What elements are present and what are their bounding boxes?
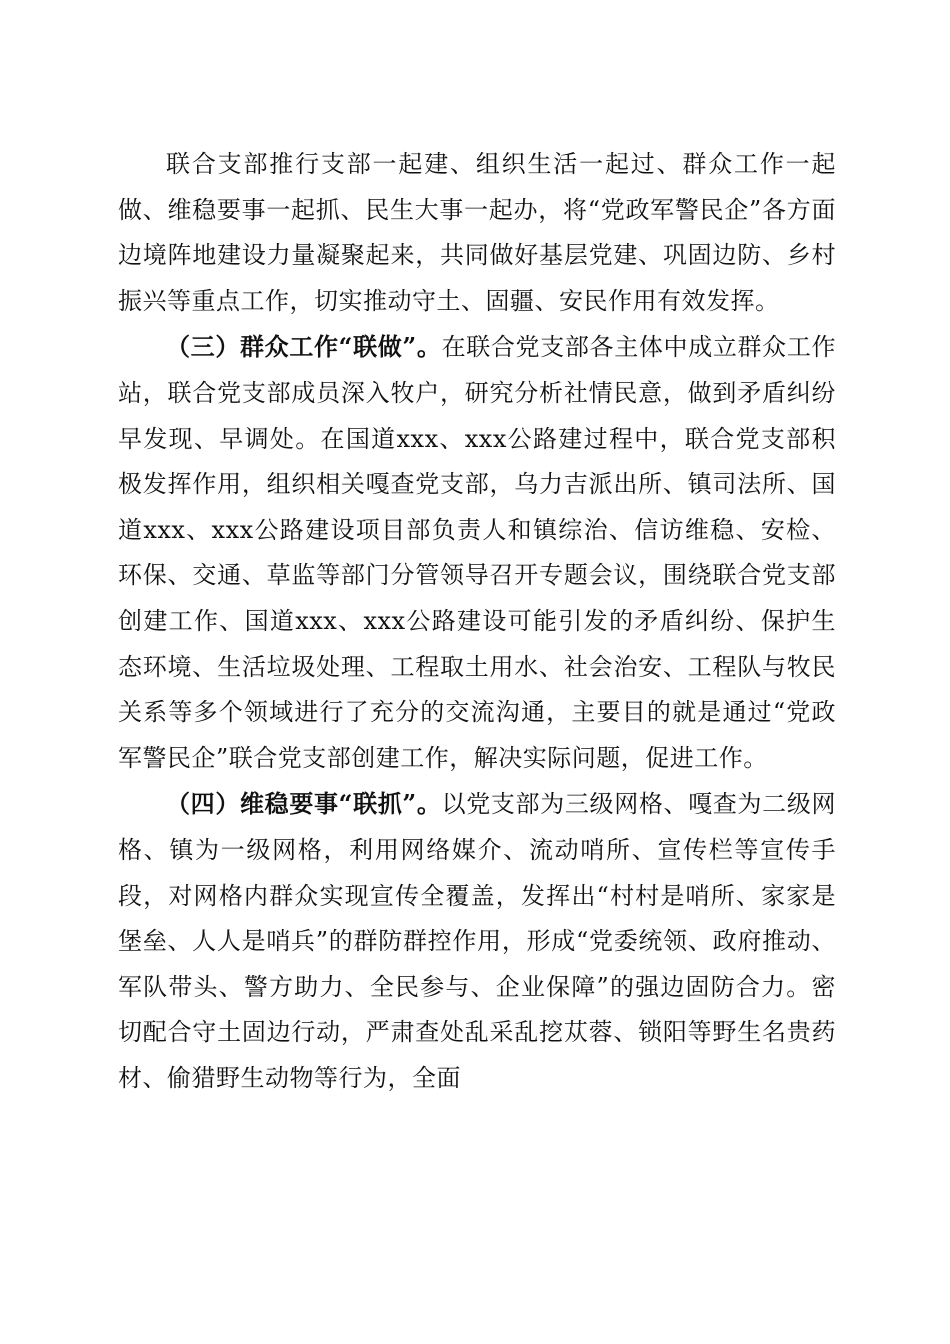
- paragraph-1-body: 联合支部推行支部一起建、组织生活一起过、群众工作一起做、维稳要事一起抓、民生大事一起办，将“党政军警民企”各方面边境阵地建设力量凝聚起来，共同做好基层党建、巩固边防、乡村振兴等重点工作，切实推动守土、固疆、安民作用有效发挥。: [118, 150, 836, 315]
- paragraph-2-body: 在联合党支部各主体中成立群众工作站，联合党支部成员深入牧户，研究分析社情民意，做到矛盾纠纷早发现、早调处。在国道xxx、xxx公路建过程中，联合党支部积极发挥作用，组织相关嘎查党支部，乌力吉派出所、镇司法所、国道xxx、xxx公路建设项目部负责人和镇综治、信访维稳、安检、环保、交通、草监等部门分管领导召开专题会议，围绕联合党支部创建工作、国道xxx、xxx公路建设可能引发的矛盾纠纷、保护生态环境、生活垃圾处理、工程取土用水、社会治安、工程队与牧民关系等多个领域进行了充分的交流沟通，主要目的就是通过“党政军警民企”联合党支部创建工作，解决实际问题，促进工作。: [118, 333, 837, 772]
- section-3-heading: （三）群众工作“联做”。: [166, 332, 442, 362]
- document-page: [118, 142, 836, 1101]
- section-4-heading: （四）维稳要事“联抓”。: [166, 789, 442, 819]
- paragraph-3: [118, 781, 836, 1101]
- paragraph-2: [118, 324, 836, 781]
- paragraph-3-body: 以党支部为三级网格、嘎查为二级网格、镇为一级网格，利用网络媒介、流动哨所、宣传栏等宣传手段，对网格内群众实现宣传全覆盖，发挥出“村村是哨所、家家是堡垒、人人是哨兵”的群防群控作用，形成“党委统领、政府推动、军队带头、警方助力、全民参与、企业保障”的强边固防合力。密切配合守土固边行动，严肃查处乱采乱挖苁蓉、锁阳等野生名贵药材、偷猎野生动物等行为，全面: [118, 790, 837, 1092]
- paragraph-1: [118, 142, 836, 324]
